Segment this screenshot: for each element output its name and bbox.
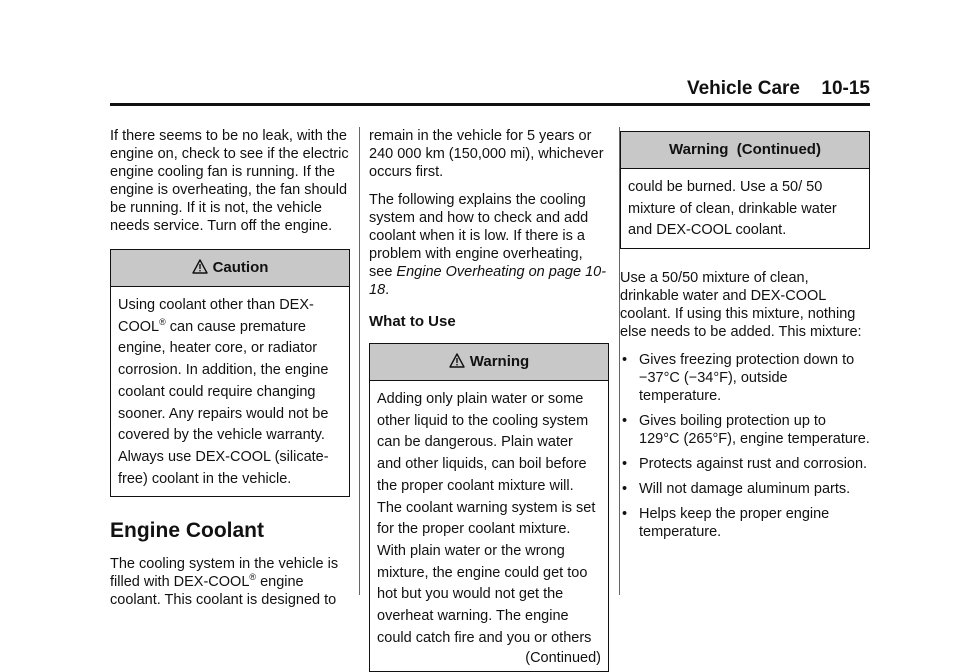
caution-box [110,249,350,497]
intro-paragraph: If there seems to be no leak, with the engine on, check to see if the electric engine cooling fan is running. If the engine is overheating, the fan should be running. If it is not, the vehicle needs service. Turn off the engine. [110,128,349,234]
column-2 [369,127,609,672]
header-rule [110,103,870,106]
warning-triangle-icon [449,353,465,368]
section-title: Vehicle Care [686,78,800,99]
caution-text-b: can cause premature engine, heater core, or radiator corrosion. In addition, the engine coolant could require changing sooner. Any repairs would not be covered by the vehicle warranty. Always use DEX-COOL (silicate-free) coolant in the vehicle. [118,318,329,487]
list-item: • Gives freezing protection down to −37°C (−34°F), outside temperature. [620,351,870,405]
warning-body: Adding only plain water or some other liquid to the cooling system can be dangerous. Plain water and other liquids, can boil before the proper coolant mixture will. The coolant warning system is set for the proper coolant mixture. With plain water or the wrong mixture, the engine could get too hot but you would not get the overheat warning. The engine could catch fire and you or others [377,391,596,646]
caution-reg-mark: ® [159,316,166,327]
mixture-benefits-list [620,351,870,541]
engine-coolant-paragraph [110,555,350,609]
mixture-paragraph: Use a 50/50 mixture of clean, drinkable water and DEX-COOL coolant. If using this mixture, nothing else needs to be added. This mixture: [620,270,862,341]
column-3 [620,127,870,548]
warning-triangle-icon [192,259,208,274]
coolant-text-a: The cooling system in the vehicle is filled with DEX-COOL [110,556,339,591]
continued-paragraph: remain in the vehicle for 5 years or 240 000 km (150,000 mi), whichever occurs first. [369,128,604,180]
column-divider-1 [359,127,360,595]
warning-continued-body: could be burned. Use a 50/ 50 mixture of clean, drinkable water and DEX-COOL coolant. [628,179,837,239]
warning-continued-box [620,131,870,249]
warning-title: Warning [469,353,530,370]
caution-header [111,250,349,287]
list-item: • Helps keep the proper engine temperature. [620,505,870,541]
caution-title: Caution [212,259,269,276]
column-1 [110,127,350,619]
warning-continued-label: (Continued) [525,650,601,667]
caution-text-a: Using coolant other than DEX-COOL [118,297,314,335]
page-header [110,78,870,104]
caution-body [111,287,349,496]
list-item: • Gives boiling protection up to 129°C (265°F), engine temperature. [620,412,870,448]
engine-coolant-heading: Engine Coolant [110,519,264,543]
list-item: • Protects against rust and corrosion. [620,455,870,473]
page-number: 10-15 [821,78,870,99]
coolant-text-b: engine coolant. This coolant is designed to [110,574,337,609]
warning-continued-header: Warning (Continued) [621,132,869,169]
what-to-use-heading: What to Use [369,313,456,330]
engine-overheating-link[interactable]: Engine Overheating on page 10-18 [369,264,607,298]
warning-header [370,344,608,381]
cooling-explain-text: The following explains the cooling system and how to check and add coolant when it is low. If there is a problem with engine overheating, see [369,192,589,280]
cooling-explain-end: . [385,282,390,298]
warning-box [369,343,609,672]
coolant-reg-mark: ® [249,572,257,583]
list-item: • Will not damage aluminum parts. [620,480,870,498]
cooling-explain-paragraph [369,191,609,299]
